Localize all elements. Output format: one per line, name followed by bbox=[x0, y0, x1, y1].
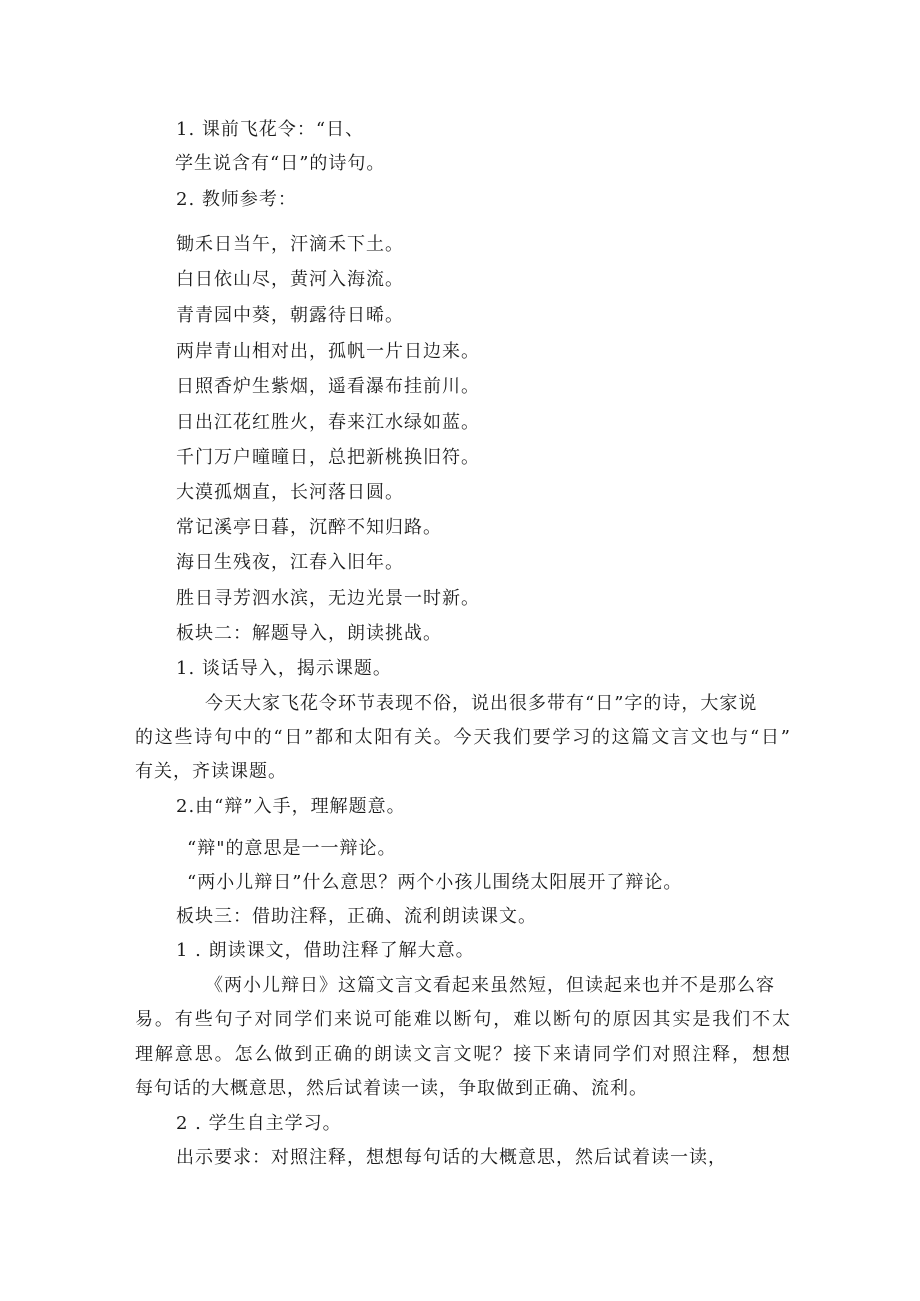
section-heading: 板块三：借助注释，正确、流利朗读课文。 bbox=[176, 906, 537, 927]
text-line: “两小儿辩日”什么意思？两个小孩儿围绕太阳展开了辩论。 bbox=[187, 872, 683, 893]
text-line: “辩"的意思是一一辩论。 bbox=[187, 838, 397, 859]
poem-line: 日照香炉生紫烟，遥看瀑布挂前川。 bbox=[176, 376, 480, 397]
paragraph-line: 有关，齐读课题。 bbox=[135, 761, 287, 782]
poem-line: 胜日寻芳泗水滨，无边光景一时新。 bbox=[176, 588, 480, 609]
text-line: 1 . 朗读课文，借助注释了解大意。 bbox=[176, 940, 475, 961]
poem-line: 青青园中葵，朝露待日晞。 bbox=[176, 305, 404, 326]
paragraph-line: 的这些诗句中的“日”都和太阳有关。今天我们要学习的这篇文言文也与“日” bbox=[135, 727, 790, 748]
text-line: 2.由“辩”入手，理解题意。 bbox=[176, 796, 406, 817]
paragraph-line: 今天大家飞花令环节表现不俗，说出很多带有“日”字的诗，大家说 bbox=[205, 693, 758, 714]
paragraph-line: 理解意思。怎么做到正确的朗读文言文呢？接下来请同学们对照注释，想想 bbox=[135, 1044, 790, 1065]
poem-line: 白日依山尽，黄河入海流。 bbox=[176, 269, 404, 290]
poem-line: 大漠孤烟直，长河落日圆。 bbox=[176, 482, 404, 503]
poem-line: 千门万户曈曈日，总把新桃换旧符。 bbox=[176, 447, 480, 468]
text-line: 2 . 学生自主学习。 bbox=[176, 1113, 342, 1134]
poem-line: 日出江花红胜火，春来江水绿如蓝。 bbox=[176, 412, 480, 433]
poem-line: 锄禾日当午，汗滴禾下土。 bbox=[176, 234, 404, 255]
text-line: 2. 教师参考： bbox=[176, 189, 297, 210]
section-heading: 板块二：解题导入，朗读挑战。 bbox=[176, 623, 442, 644]
paragraph-line: 每句话的大概意思，然后试着读一读，争取做到正确、流利。 bbox=[135, 1078, 648, 1099]
paragraph-line: 易。有些句子对同学们来说可能难以断句，难以断句的原因其实是我们不太 bbox=[135, 1009, 790, 1030]
text-line: 出示要求：对照注释，想想每句话的大概意思，然后试着读一读， bbox=[176, 1147, 727, 1168]
text-line: 1. 课前飞花令：“日、 bbox=[176, 119, 365, 140]
poem-line: 两岸青山相对出，孤帆一片日边来。 bbox=[176, 341, 480, 362]
text-line: 1. 谈话导入，揭示课题。 bbox=[176, 658, 392, 679]
paragraph-line: 《两小儿辩日》这篇文言文看起来虽然短，但读起来也并不是那么容 bbox=[205, 975, 775, 996]
text-line: 学生说含有“日”的诗句。 bbox=[175, 153, 386, 174]
poem-line: 常记溪亭日暮，沉醉不知归路。 bbox=[176, 517, 442, 538]
poem-line: 海日生残夜，江春入旧年。 bbox=[176, 552, 404, 573]
